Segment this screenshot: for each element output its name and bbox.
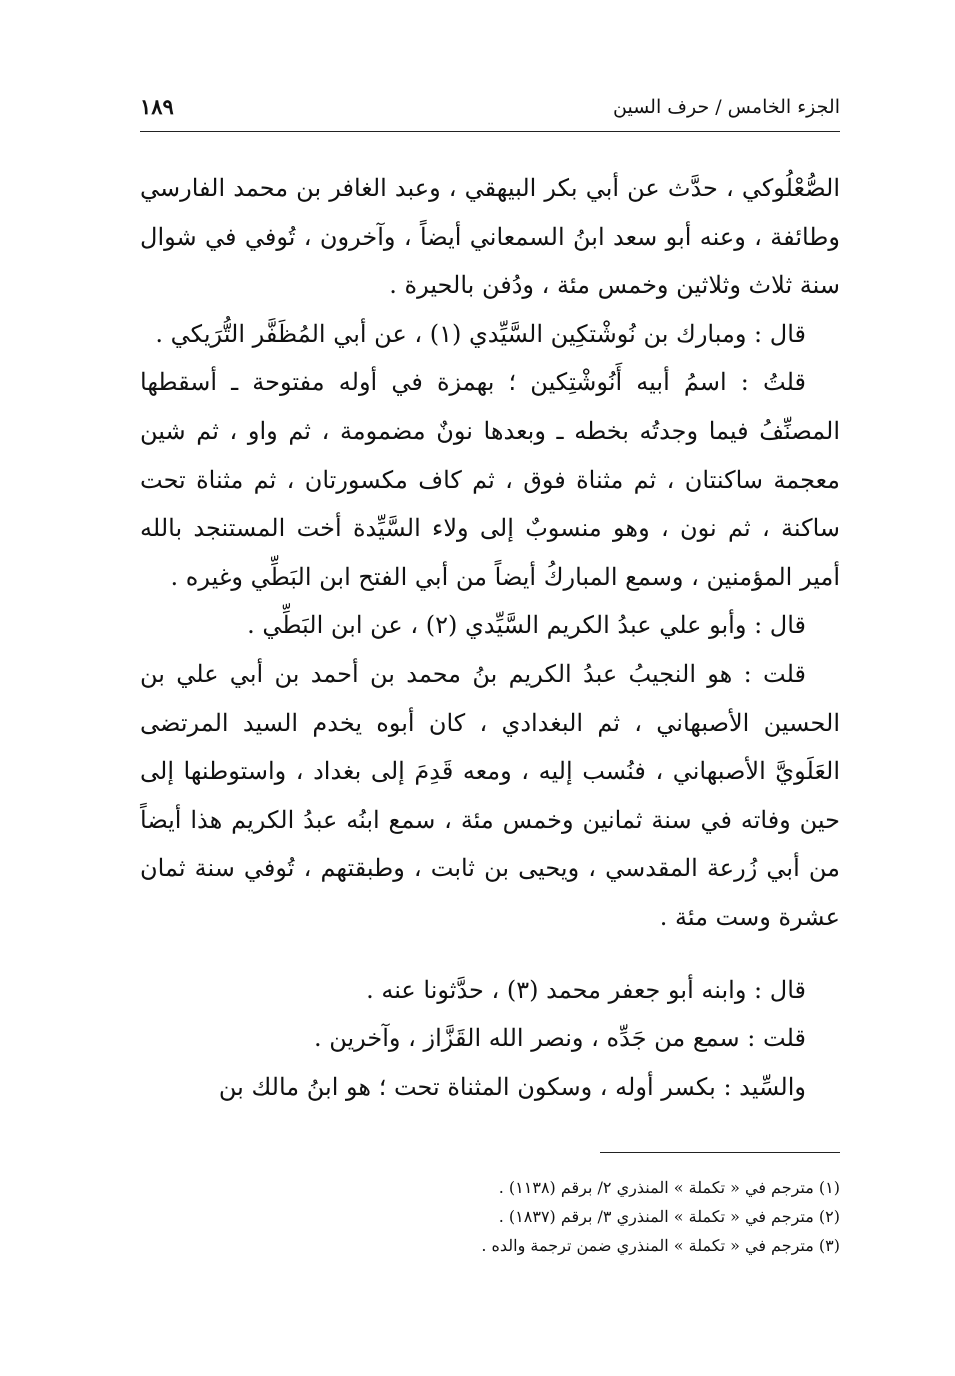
footnote: (٢) مترجم في « تكملة » المنذري ٣/ برقم (١٨٣٧) . <box>498 1207 840 1226</box>
paragraph-commentary: قلتُ : اسمُ أبيه أَنُوشْتِكين ؛ بهمزة في أوله مفتوحة ـ أسقطها المصنِّفُ فيما وجدتُه بخطه ـ وبعدها نونٌ مضمومة ، ثم واو ، ثم شين معجمة ساكنتان ، ثم مثناة فوق ، ثم كاف مكسورتان ، ثم مثناة تحت ساكنة ، ثم نون ، وهو منسوبٌ إلى ولاء السَّيِّدة أخت المستنجد بالله أمير المؤمنين ، وسمع المباركُ أيضاً من أبي الفتح ابن البَطِّي وغيره . <box>140 368 840 591</box>
page-number: ١٨٩ <box>140 94 174 119</box>
paragraph-commentary: قلت : سمع من جَدِّه ، ونصر الله القَزَّاز ، وآخرين . <box>313 1024 806 1053</box>
paragraph-continuation: الصُّعْلُوكي ، حدَّث عن أبي بكر البيهقي ، وعبد الغافر بن محمد الفارسي وطائفة ، وعنه أبو سعد ابنُ السمعاني أيضاً ، وآخرون ، تُوفي في شوال سنة ثلاث وثلاثين وخمس مئة ، ودُفن بالحيرة . <box>140 174 840 300</box>
header-divider <box>140 131 840 132</box>
paragraph-entry: قال : وابنه أبو جعفر محمد (٣) ، حدَّثونا عنه . <box>366 975 806 1004</box>
footnotes <box>140 1173 840 1260</box>
footnote-divider <box>600 1152 840 1153</box>
footnote: (٣) مترجم في « تكملة » المنذري ضمن ترجمة والده . <box>481 1236 840 1255</box>
main-text <box>140 164 840 1111</box>
paragraph-entry: قال : ومبارك بن نُوشْتكِين السَّيِّدي (١) ، عن أبي المُظَفَّر التُّرَيكي . <box>155 319 806 348</box>
footnote: (١) مترجم في « تكملة » المنذري ٢/ برقم (١١٣٨) . <box>498 1178 840 1197</box>
running-title: الجزء الخامس / حرف السين <box>613 96 840 118</box>
paragraph-commentary: قلت : هو النجيبُ عبدُ الكريم بنُ محمد بن أحمد بن أبي علي بن الحسين الأصبهاني ، ثم البغدادي ، كان أبوه يخدم السيد المرتضى العَلَويَّ الأصبهاني ، فنُسب إليه ، ومعه قَدِمَ إلى بغداد ، واستوطنها إلى حين وفاته في سنة ثمانين وخمس مئة ، سمع ابنُه عبدُ الكريم هذا أيضاً من أبي زُرعة المقدسي ، ويحيى بن ثابت ، وطبقتهم ، تُوفي سنة ثمان عشرة وست مئة . <box>140 659 840 931</box>
running-header <box>140 92 840 126</box>
paragraph-entry: قال : وأبو علي عبدُ الكريم السَّيِّدي (٢) ، عن ابن البَطِّي . <box>247 611 806 640</box>
paragraph-commentary: والسِّيد : بكسر أوله ، وسكون المثناة تحت ؛ هو ابنُ مالك بن <box>218 1072 806 1101</box>
